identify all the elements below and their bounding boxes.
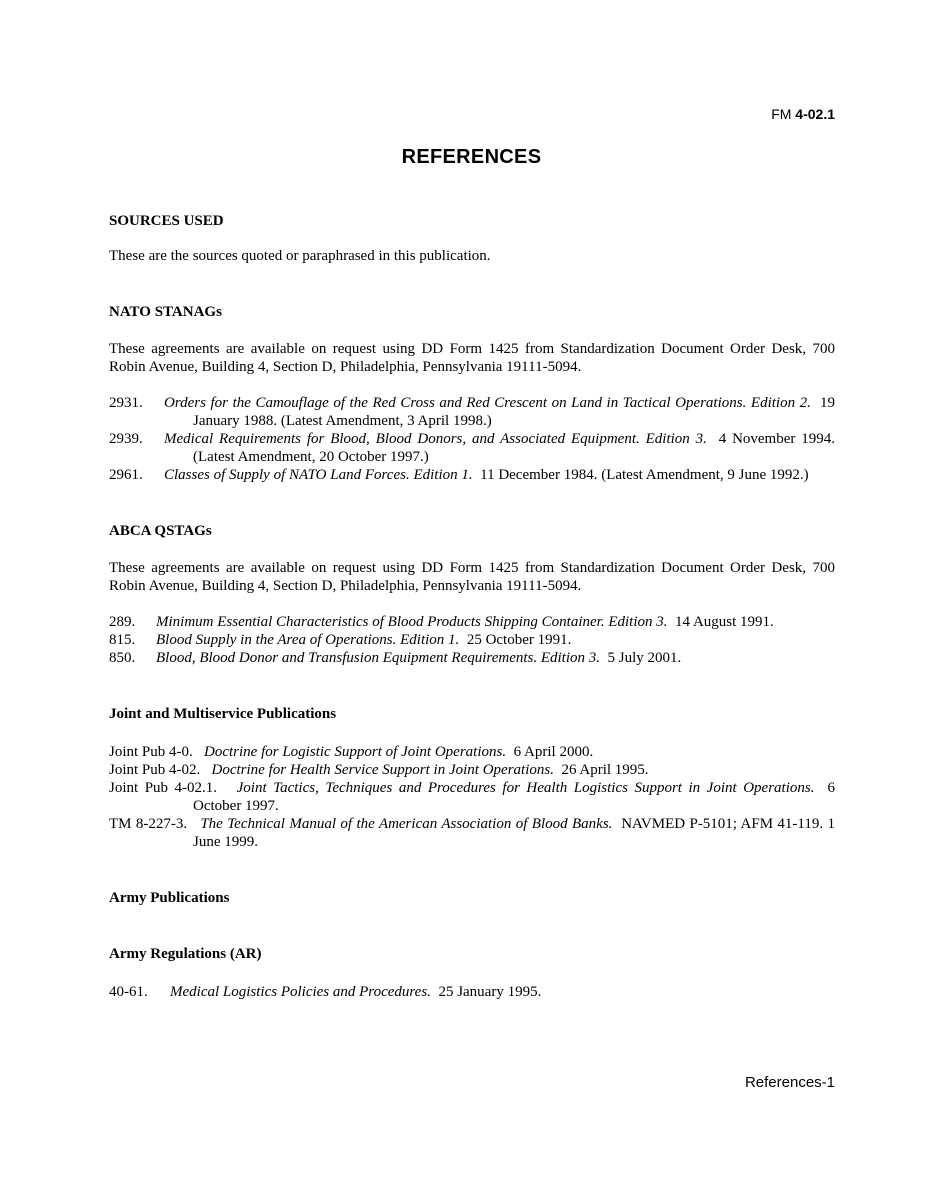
reference-number: 40-61.	[109, 984, 148, 1000]
reference-title: Doctrine for Health Service Support in Joint Operations.	[211, 762, 554, 778]
reference-list	[109, 394, 835, 484]
reference-details: 6 April 2000.	[513, 744, 594, 760]
page-footer: References-1	[744, 1074, 835, 1091]
reference-number: 850.	[109, 650, 136, 666]
reference-title: Classes of Supply of NATO Land Forces. Edition 1.	[164, 467, 473, 483]
reference-item	[109, 743, 835, 761]
section-heading: ABCA QSTAGs	[109, 523, 212, 539]
section-nato-stanags	[109, 303, 835, 484]
page-title: REFERENCES	[401, 146, 542, 168]
section-heading: SOURCES USED	[109, 213, 224, 229]
reference-number: Joint Pub 4-02.1.	[109, 780, 218, 796]
reference-title: Minimum Essential Characteristics of Blood Products Shipping Container. Edition 3.	[156, 614, 668, 630]
reference-item	[109, 466, 835, 484]
reference-number: 2939.	[109, 431, 143, 447]
reference-number: Joint Pub 4-0.	[109, 744, 193, 760]
reference-details: 25 January 1995.	[438, 984, 542, 1000]
section-heading: Army Publications	[109, 890, 230, 906]
document-body	[109, 212, 835, 1026]
reference-number: TM 8-227-3.	[109, 816, 188, 832]
reference-title: Blood Supply in the Area of Operations. Edition 1.	[156, 632, 460, 648]
reference-title: Medical Logistics Policies and Procedures.	[170, 984, 431, 1000]
reference-number: 2931.	[109, 395, 143, 411]
section-abca-qstags	[109, 522, 835, 667]
section-army-publications	[109, 889, 835, 907]
running-header	[771, 105, 835, 123]
pub-number: 4-02.1	[795, 106, 835, 122]
reference-details: 5 July 2001.	[607, 650, 682, 666]
reference-details: 11 December 1984. (Latest Amendment, 9 June 1992.)	[480, 467, 809, 483]
pub-prefix: FM	[771, 106, 796, 122]
reference-item	[109, 649, 835, 667]
reference-number: 2961.	[109, 467, 143, 483]
reference-item	[109, 815, 835, 851]
reference-number: 289.	[109, 614, 136, 630]
section-text: These agreements are available on request using DD Form 1425 from Standardization Document Order Desk, 700 Robin Avenue, Building 4, Section D, Philadelphia, Pennsylvania 19111-5094.	[109, 560, 835, 594]
reference-details: 6 October 1997.	[193, 780, 835, 814]
reference-number: Joint Pub 4-02.	[109, 762, 201, 778]
reference-item	[109, 631, 835, 649]
reference-list	[109, 983, 835, 1001]
reference-details: 25 October 1991.	[466, 632, 572, 648]
reference-title: Blood, Blood Donor and Transfusion Equipment Requirements. Edition 3.	[156, 650, 601, 666]
reference-title: Orders for the Camouflage of the Red Cross and Red Crescent on Land in Tactical Operations. Edition 2.	[164, 395, 811, 411]
reference-item	[109, 394, 835, 430]
reference-title: Medical Requirements for Blood, Blood Donors, and Associated Equipment. Edition 3.	[164, 431, 707, 447]
section-joint-publications	[109, 705, 835, 851]
reference-number: 815.	[109, 632, 136, 648]
reference-title: Joint Tactics, Techniques and Procedures for Health Logistics Support in Joint Operations.	[236, 780, 815, 796]
reference-item	[109, 430, 835, 466]
reference-list	[109, 613, 835, 667]
reference-title: Doctrine for Logistic Support of Joint Operations.	[204, 744, 507, 760]
section-heading: NATO STANAGs	[109, 304, 222, 320]
reference-list	[109, 743, 835, 851]
reference-details: 26 April 1995.	[561, 762, 649, 778]
reference-title: The Technical Manual of the American Association of Blood Banks.	[200, 816, 613, 832]
section-army-regulations	[109, 945, 835, 1001]
section-heading: Joint and Multiservice Publications	[109, 706, 337, 722]
reference-details: 4 November 1994. (Latest Amendment, 20 October 1997.)	[193, 431, 836, 465]
section-sources-used	[109, 212, 835, 265]
reference-details: 14 August 1991.	[675, 614, 774, 630]
section-text: These agreements are available on request using DD Form 1425 from Standardization Document Order Desk, 700 Robin Avenue, Building 4, Section D, Philadelphia, Pennsylvania 19111-5094.	[109, 341, 835, 375]
reference-details: 19 January 1988. (Latest Amendment, 3 April 1998.)	[193, 395, 836, 429]
reference-details: NAVMED P-5101; AFM 41-119. 1 June 1999.	[193, 816, 836, 850]
reference-item	[109, 613, 835, 631]
section-text: These are the sources quoted or paraphrased in this publication.	[109, 248, 491, 264]
reference-item	[109, 761, 835, 779]
section-heading: Army Regulations (AR)	[109, 946, 262, 962]
reference-item	[109, 779, 835, 815]
reference-item	[109, 983, 835, 1001]
